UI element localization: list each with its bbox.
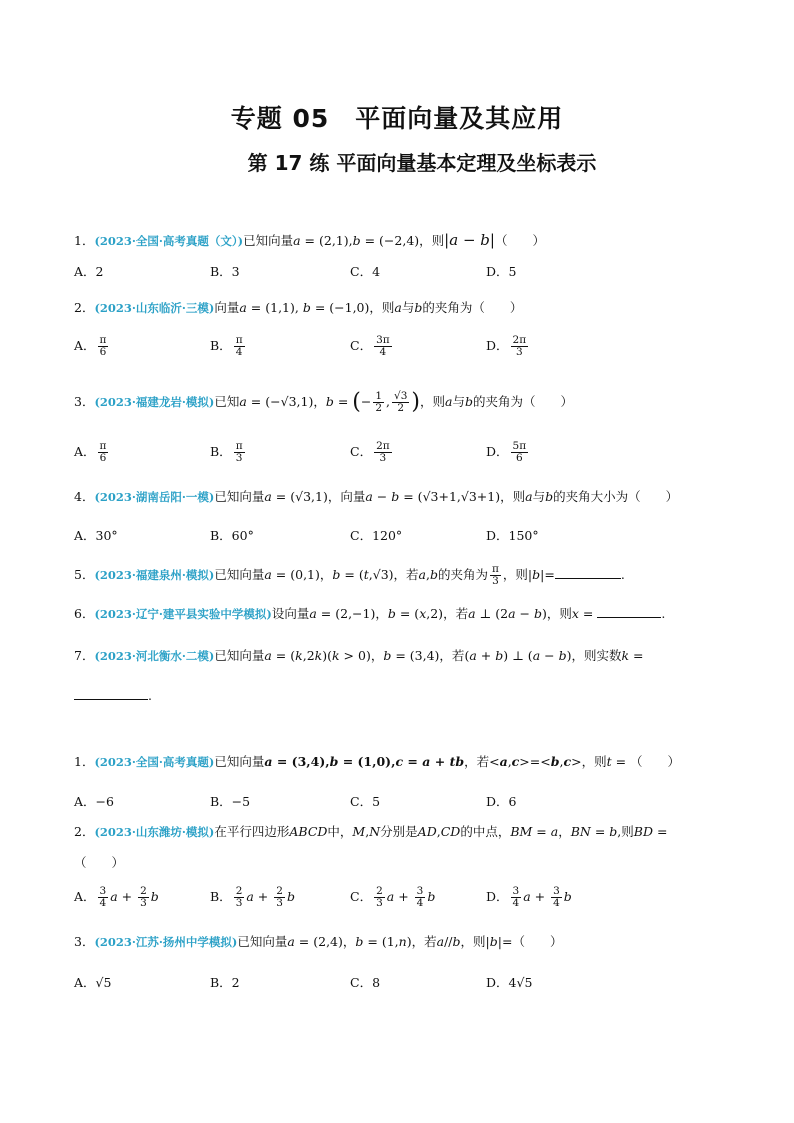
answer-paren: （ ）	[630, 754, 681, 769]
question-text: 已知向量	[237, 934, 288, 949]
answer-paren: =（ ）	[501, 934, 563, 949]
question-text: 已知向量	[214, 754, 265, 769]
formula: a = (0,1)，b = (t,√3)	[264, 567, 394, 582]
option-d: D．6	[486, 794, 517, 809]
option-b: B． $\frac{\pi}{3}$	[210, 440, 243, 464]
page-subtitle: 第 17 练 平面向量基本定理及坐标表示	[247, 151, 597, 175]
option-b: B．−5	[210, 794, 251, 809]
page-title	[0, 99, 794, 135]
formula: a = (√3,1)	[264, 489, 328, 504]
formula: a − b = (√3+1,√3+1)	[365, 489, 501, 504]
formula: a = (2,1),b = (−2,4)	[293, 233, 420, 248]
option-d: D． $\frac{5\pi}{6}$	[486, 440, 527, 464]
question-source: (2023·江苏·扬州中学模拟)	[94, 935, 238, 949]
option-c: C．120°	[350, 528, 403, 543]
question-1-7: 7．(2023·河北衡水·二模)已知向量a = (k,2k)(k > 0)，b = (3,4)，若(a + b) ⊥ (a − b)，则实数k =	[74, 648, 644, 663]
answer-blank[interactable]	[555, 578, 621, 579]
question-and: 与	[401, 300, 415, 315]
question-number: 4．	[74, 489, 95, 504]
formula: (a + b) ⊥ (a − b)	[464, 648, 572, 663]
option-a: A． $\frac{\pi}{6}$	[74, 334, 107, 358]
answer-blank[interactable]	[74, 699, 148, 700]
option-d: D． $\frac{3}{4}$ a + $\frac{3}{4}$ b	[486, 885, 572, 909]
question-text: 已知	[214, 394, 240, 409]
question-source: (2023·全国·高考真题)	[94, 755, 215, 769]
question-number: 2．	[74, 300, 95, 315]
option-c: C． $\frac{2\pi}{3}$	[350, 440, 390, 464]
formula: a ⊥ (2a − b)	[468, 606, 547, 621]
question-source: (2023·山东潍坊·模拟)	[94, 825, 215, 839]
formula: <a,c>=<b,c>	[489, 754, 582, 769]
formula: a = (1,1), b = (−1,0)	[239, 300, 370, 315]
question-number: 5．	[74, 567, 95, 582]
formula: a = (3,4),b = (1,0),c = a + tb	[264, 754, 465, 769]
answer-paren: （ ）	[74, 855, 125, 870]
question-tail: ，则	[419, 394, 445, 409]
question-1-3: 3．(2023·福建龙岩·模拟)已知a = (−√3,1)，b = (− $\frac{1}{2}$ , $\frac{√3}{2}$ )，则a与b的夹角为（ ）	[74, 389, 573, 415]
question-number: 1．	[74, 233, 95, 248]
question-number: 3．	[74, 934, 95, 949]
option-a: A．2	[74, 264, 104, 279]
option-c: C． $\frac{3\pi}{4}$	[350, 334, 390, 358]
question-2-3: 3．(2023·江苏·扬州中学模拟)已知向量a = (2,4)，b = (1,n)，若a//b，则|b|=（ ）	[74, 934, 563, 949]
option-c: C． $\frac{2}{3}$ a + $\frac{3}{4}$ b	[350, 885, 436, 909]
option-a: A．√5	[74, 975, 112, 990]
question-source: (2023·湖南岳阳·一模)	[94, 490, 215, 504]
option-d: D． $\frac{2\pi}{3}$	[486, 334, 527, 358]
question-source: (2023·福建龙岩·模拟)	[94, 395, 215, 409]
question-text: 在平行四边形	[214, 824, 290, 839]
option-c: C．4	[350, 264, 381, 279]
question-text: 已知向量	[214, 648, 265, 663]
option-c: C．5	[350, 794, 381, 809]
option-b: B．3	[210, 264, 240, 279]
formula: a = (2,−1)，b = (x,2)	[309, 606, 444, 621]
question-source: (2023·山东临沂·三模)	[94, 301, 215, 315]
question-source: (2023·辽宁·建平县实验中学模拟)	[94, 607, 272, 621]
question-source: (2023·福建泉州·模拟)	[94, 568, 215, 582]
formula: a = (2,4)，b = (1,n)	[287, 934, 412, 949]
option-d: D．5	[486, 264, 517, 279]
answer-blank[interactable]	[597, 617, 661, 618]
option-c: C．8	[350, 975, 381, 990]
formula: BM = a，BN = b,则BD =	[510, 824, 668, 839]
question-text: 设向量	[271, 606, 310, 621]
option-a: A．30°	[74, 528, 118, 543]
question-end: 的夹角大小为（ ）	[553, 489, 679, 504]
question-number: 7．	[74, 648, 95, 663]
question-number: 2．	[74, 824, 95, 839]
question-tail: ，则	[419, 233, 445, 248]
formula: |a − b|	[444, 231, 495, 249]
option-d: D．4√5	[486, 975, 533, 990]
question-1-2: 2．(2023·山东临沂·三模)向量a = (1,1), b = (−1,0)，则a与b的夹角为（ ）	[74, 300, 523, 315]
question-end: 的夹角为（ ）	[422, 300, 523, 315]
topic-name: 平面向量及其应用	[355, 104, 564, 133]
option-b: B． $\frac{2}{3}$ a + $\frac{2}{3}$ b	[210, 885, 295, 909]
question-1-5: 5．(2023·福建泉州·模拟)已知向量a = (0,1)，b = (t,√3)，若a,b的夹角为 $\frac{\pi}{3}$ ，则|b|= .	[74, 563, 625, 587]
option-a: A．−6	[74, 794, 114, 809]
formula: a = (k,2k)(k > 0)，b = (3,4)	[264, 648, 440, 663]
question-2-2: 2．(2023·山东潍坊·模拟)在平行四边形ABCD中，M,N分别是AD,CD的中点，BM = a，BN = b,则BD =	[74, 824, 668, 839]
topic-number: 专题 05	[230, 104, 330, 133]
question-1-1	[74, 232, 545, 249]
formula: a = (−√3,1)，b = (− $\frac{1}{2}$ , $\frac{√3}{2}$ )	[239, 389, 420, 415]
question-source: (2023·河北衡水·二模)	[94, 649, 215, 663]
option-b: B．2	[210, 975, 240, 990]
question-text: 已知向量	[214, 567, 265, 582]
question-number: 6．	[74, 606, 95, 621]
question-2-1: 1．(2023·全国·高考真题)已知向量a = (3,4),b = (1,0),c = a + tb，若<a,c>=<b,c>，则t = （ ）	[74, 754, 681, 769]
option-b: B． $\frac{\pi}{4}$	[210, 334, 243, 358]
option-d: D．150°	[486, 528, 539, 543]
answer-paren: （ ）	[494, 233, 545, 248]
question-text: 已知向量	[214, 489, 265, 504]
option-b: B．60°	[210, 528, 254, 543]
question-1-4: 4．(2023·湖南岳阳·一模)已知向量a = (√3,1)，向量a − b = (√3+1,√3+1)，则a与b的夹角大小为（ ）	[74, 489, 679, 504]
option-a: A． $\frac{3}{4}$ a + $\frac{2}{3}$ b	[74, 885, 159, 909]
question-text: 向量	[214, 300, 240, 315]
answer-blank-line: .	[74, 688, 152, 704]
question-source: (2023·全国·高考真题（文）)	[94, 234, 244, 248]
question-number: 1．	[74, 754, 95, 769]
question-number: 3．	[74, 394, 95, 409]
question-text: 已知向量	[243, 233, 294, 248]
question-end: 的夹角为（ ）	[472, 394, 573, 409]
option-a: A． $\frac{\pi}{6}$	[74, 440, 107, 464]
question-tail: ，则	[369, 300, 395, 315]
question-1-6: 6．(2023·辽宁·建平县实验中学模拟)设向量a = (2,−1)，b = (x,2)，若a ⊥ (2a − b)，则x = .	[74, 606, 666, 621]
